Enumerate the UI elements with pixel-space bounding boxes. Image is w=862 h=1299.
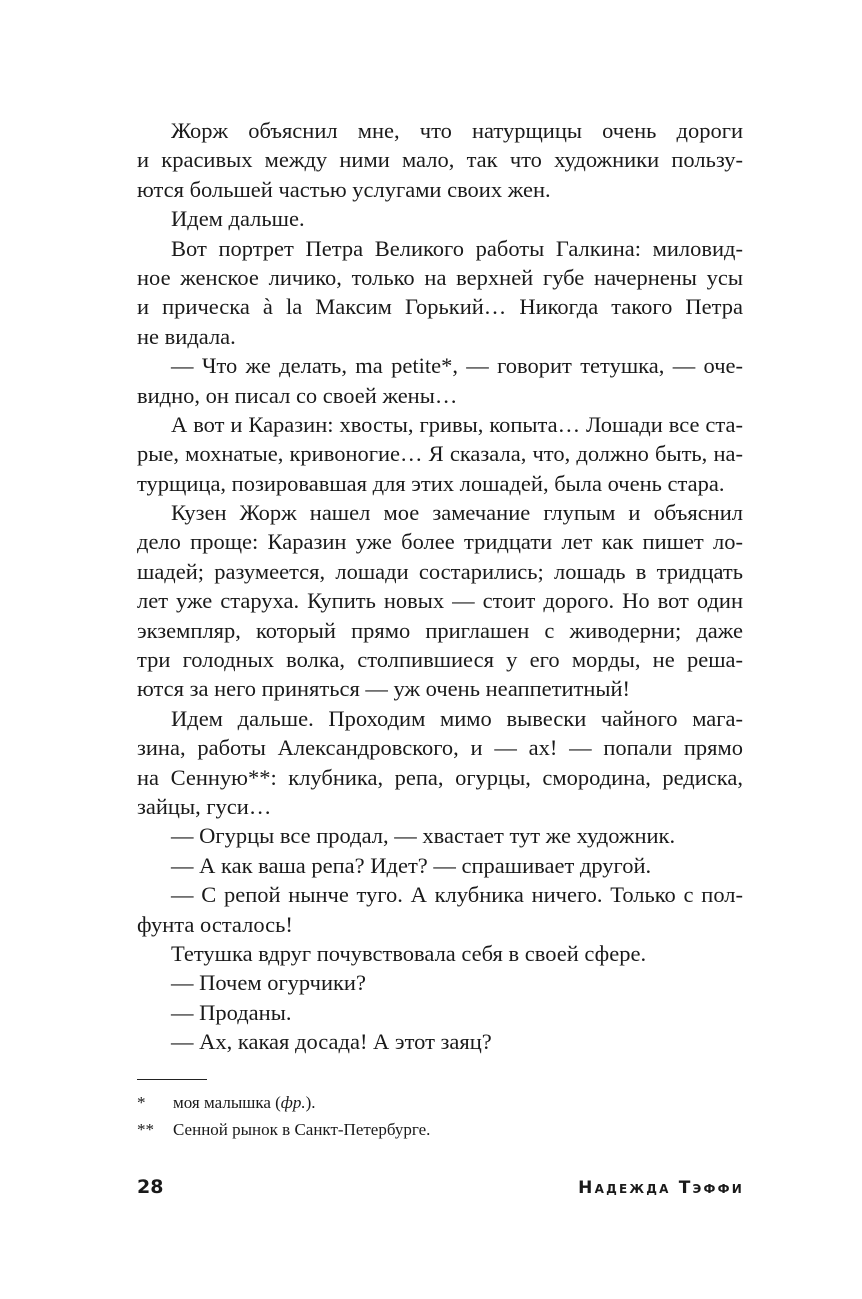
text-line: на Сенную**: клубника, репа, огурцы, смородина, редиска, [137, 764, 743, 790]
footnote-2 [137, 1119, 430, 1141]
text-line: ются большей частью услугами своих жен. [137, 176, 551, 202]
text-line: А вот и Каразин: хвосты, гривы, копыта… Лошади все ста- [171, 411, 743, 437]
text-line: дело проще: Каразин уже более тридцати лет как пишет ло- [137, 529, 743, 555]
text-line: зайцы, гуси… [137, 793, 272, 819]
text-line: ются за него приняться — уж очень неаппетитный! [137, 676, 631, 702]
footnote-lang: фр. [280, 1093, 306, 1112]
text-line: — С репой нынче туго. А клубника ничего. Только с пол- [171, 882, 743, 908]
running-head: Надежда Тэффи [578, 1178, 744, 1198]
text-line: ное женское личико, только на верхней губе начернены усы [137, 264, 743, 290]
text-line: Идем дальше. Проходим мимо вывески чайного мага- [171, 705, 743, 731]
footnote-mark: ** [137, 1120, 154, 1139]
footnote-1 [137, 1092, 316, 1114]
page-number: 28 [137, 1176, 164, 1198]
text-line: — Проданы. [171, 999, 292, 1025]
text-line: — Почем огурчики? [171, 970, 366, 996]
text-line: Вот портрет Петра Великого работы Галкина: миловид- [171, 235, 743, 261]
text-line: — А как ваша репа? Идет? — спрашивает другой. [171, 852, 652, 878]
footnote-text: моя малышка ( [173, 1093, 281, 1112]
text-line: Тетушка вдруг почувствовала себя в своей сфере. [171, 940, 647, 966]
footnote-text: Сенной рынок в Санкт-Петербурге. [173, 1120, 431, 1139]
text-line: Идем дальше. [171, 206, 305, 232]
text-line: — Огурцы все продал, — хвастает тут же художник. [171, 823, 676, 849]
text-line: лет уже старуха. Купить новых — стоит дорого. Но вот один [137, 588, 743, 614]
text-line: и красивых между ними мало, так что художники пользу- [137, 147, 743, 173]
text-line: — Ах, какая досада! А этот заяц? [171, 1029, 492, 1055]
text-line: три голодных волка, столпившиеся у его морды, не реша- [137, 647, 743, 673]
text-line: шадей; разумеется, лошади состарились; лошадь в тридцать [137, 558, 743, 584]
text-line: видно, он писал со своей жены… [137, 382, 458, 408]
text-line: Жорж объяснил мне, что натурщицы очень дороги [171, 118, 743, 143]
text-line: — Что же делать, ma petite*, — говорит тетушка, — оче- [171, 353, 743, 379]
text-line: рые, мохнатые, кривоногие… Я сказала, что, должно быть, на- [137, 441, 743, 467]
footnote-divider [137, 1079, 207, 1080]
footnote-mark: * [137, 1093, 146, 1112]
text-line: не видала. [137, 323, 236, 349]
text-line: экземпляр, который прямо приглашен с живодерни; даже [137, 617, 743, 643]
footnote-suffix: ). [305, 1093, 316, 1112]
body-text [137, 116, 743, 1057]
text-line: турщица, позировавшая для этих лошадей, была очень стара. [137, 470, 725, 496]
text-line: фунта осталось! [137, 911, 293, 937]
text-line: зина, работы Александровского, и — ах! — попали прямо [137, 735, 743, 761]
text-line: и прическа à la Максим Горький… Никогда такого Петра [137, 294, 743, 320]
text-line: Кузен Жорж нашел мое замечание глупым и объяснил [171, 500, 743, 526]
